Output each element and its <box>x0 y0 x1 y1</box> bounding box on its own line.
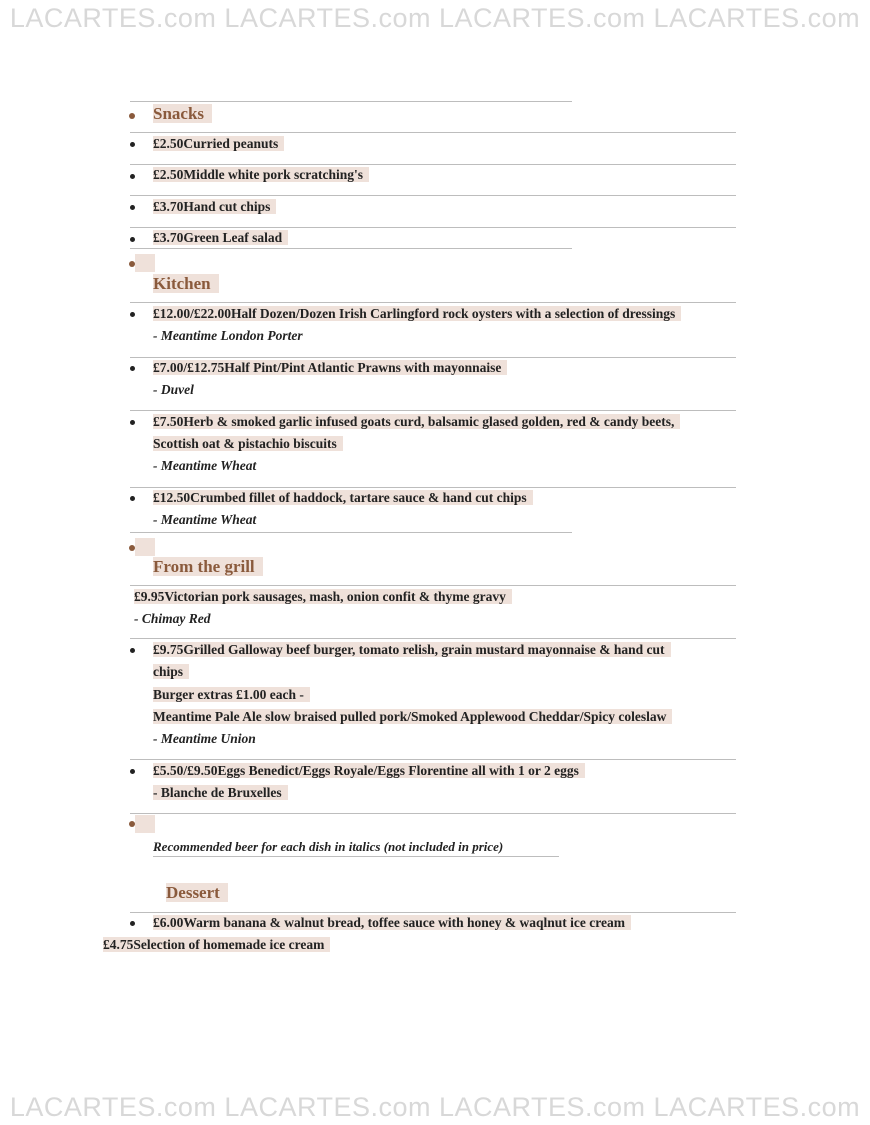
section-title-grill: From the grill <box>153 556 263 578</box>
bullet <box>130 420 135 425</box>
beer-pairing: - Meantime London Porter <box>153 328 303 343</box>
rule <box>130 101 572 102</box>
bullet <box>130 174 135 179</box>
rule <box>130 532 572 533</box>
watermark-top: LACARTES.com LACARTES.com LACARTES.com LACARTES.com <box>9 3 861 33</box>
price: £6.00 <box>153 915 184 930</box>
rule <box>130 164 736 165</box>
menu-item-grill-3 <box>153 762 585 779</box>
bullet <box>130 496 135 501</box>
rule <box>130 487 736 488</box>
bullet <box>130 312 135 317</box>
price: £5.50/£9.50 <box>153 763 218 778</box>
menu-item-kitchen-1 <box>153 305 681 322</box>
price: £12.00/£22.00 <box>153 306 232 321</box>
bullet <box>130 205 135 210</box>
menu-item-kitchen-2 <box>153 359 507 376</box>
beer-pairing: - Chimay Red <box>134 611 211 626</box>
bullet <box>130 142 135 147</box>
menu-item-grill-2 <box>153 641 671 658</box>
rule <box>130 302 736 303</box>
rule <box>130 585 736 586</box>
dish-name-continued: chips <box>153 663 189 680</box>
menu-item-kitchen-3 <box>153 413 680 430</box>
rule <box>130 912 736 913</box>
menu-item-snack-3 <box>153 198 276 215</box>
highlight-block <box>135 254 155 272</box>
rule <box>130 195 736 196</box>
section-title-kitchen: Kitchen <box>153 273 219 295</box>
watermark-bottom: LACARTES.com LACARTES.com LACARTES.com LACARTES.com <box>9 1092 861 1122</box>
beer-note: Recommended beer for each dish in italics (not included in price) <box>153 839 504 854</box>
dish-name: Victorian pork sausages, mash, onion confit & thyme gravy <box>164 589 506 604</box>
rule <box>130 638 736 639</box>
price: £4.75 <box>103 937 134 952</box>
price: £2.50 <box>153 136 184 151</box>
price: £12.50 <box>153 490 191 505</box>
price: £9.75 <box>153 642 184 657</box>
price: £3.70 <box>153 199 184 214</box>
menu-item-snack-4 <box>153 229 288 246</box>
dish-name: Half Dozen/Dozen Irish Carlingford rock oysters with a selection of dressings <box>231 306 676 321</box>
bullet <box>130 921 135 926</box>
rule <box>130 410 736 411</box>
dish-name: Warm banana & walnut bread, toffee sauce with honey & waqlnut ice cream <box>183 915 625 930</box>
rule <box>130 132 736 133</box>
rule <box>130 357 736 358</box>
dish-name: Grilled Galloway beef burger, tomato relish, grain mustard mayonnaise & hand cut <box>183 642 665 657</box>
dish-name: Eggs Benedict/Eggs Royale/Eggs Florentine all with 1 or 2 eggs <box>217 763 579 778</box>
section-title-dessert: Dessert <box>166 882 228 904</box>
beer-pairing: - Meantime Wheat <box>153 458 257 473</box>
rule <box>130 227 736 228</box>
rule <box>130 813 736 814</box>
dish-name: Curried peanuts <box>183 136 279 151</box>
dish-name: Half Pint/Pint Atlantic Prawns with mayonnaise <box>224 360 502 375</box>
menu-item-snack-2 <box>153 166 369 183</box>
beer-pairing: - Blanche de Bruxelles <box>153 784 288 801</box>
burger-extras-list: Meantime Pale Ale slow braised pulled pork/Smoked Applewood Cheddar/Spicy coleslaw <box>153 708 672 725</box>
dish-name: Green Leaf salad <box>183 230 283 245</box>
menu-item-snack-1 <box>153 135 284 152</box>
rule <box>153 856 559 857</box>
menu-item-dessert-2 <box>103 936 330 953</box>
beer-pairing: - Meantime Union <box>153 731 256 746</box>
bullet <box>129 113 135 119</box>
highlight-block <box>135 538 155 556</box>
beer-pairing: - Duvel <box>153 382 194 397</box>
dish-name: Crumbed fillet of haddock, tartare sauce & hand cut chips <box>190 490 527 505</box>
menu-item-dessert-1 <box>153 914 631 931</box>
price: £7.00/£12.75 <box>153 360 225 375</box>
dish-name: Hand cut chips <box>183 199 271 214</box>
dish-name: Middle white pork scratching's <box>183 167 364 182</box>
menu-item-kitchen-4 <box>153 489 533 506</box>
price: £3.70 <box>153 230 184 245</box>
bullet <box>130 237 135 242</box>
dish-name-continued: Scottish oat & pistachio biscuits <box>153 435 343 452</box>
dish-name: Herb & smoked garlic infused goats curd, balsamic glased golden, red & candy beets, <box>183 414 675 429</box>
bullet <box>130 648 135 653</box>
highlight-block <box>135 815 155 833</box>
price: £2.50 <box>153 167 184 182</box>
price: £7.50 <box>153 414 184 429</box>
dish-name: Selection of homemade ice cream <box>133 937 325 952</box>
rule <box>130 759 736 760</box>
rule <box>130 248 572 249</box>
beer-pairing: - Meantime Wheat <box>153 512 257 527</box>
menu-item-grill-1 <box>134 588 512 605</box>
section-title-snacks: Snacks <box>153 103 212 125</box>
price: £9.95 <box>134 589 165 604</box>
burger-extras: Burger extras £1.00 each - <box>153 686 310 703</box>
bullet <box>130 769 135 774</box>
bullet <box>130 366 135 371</box>
